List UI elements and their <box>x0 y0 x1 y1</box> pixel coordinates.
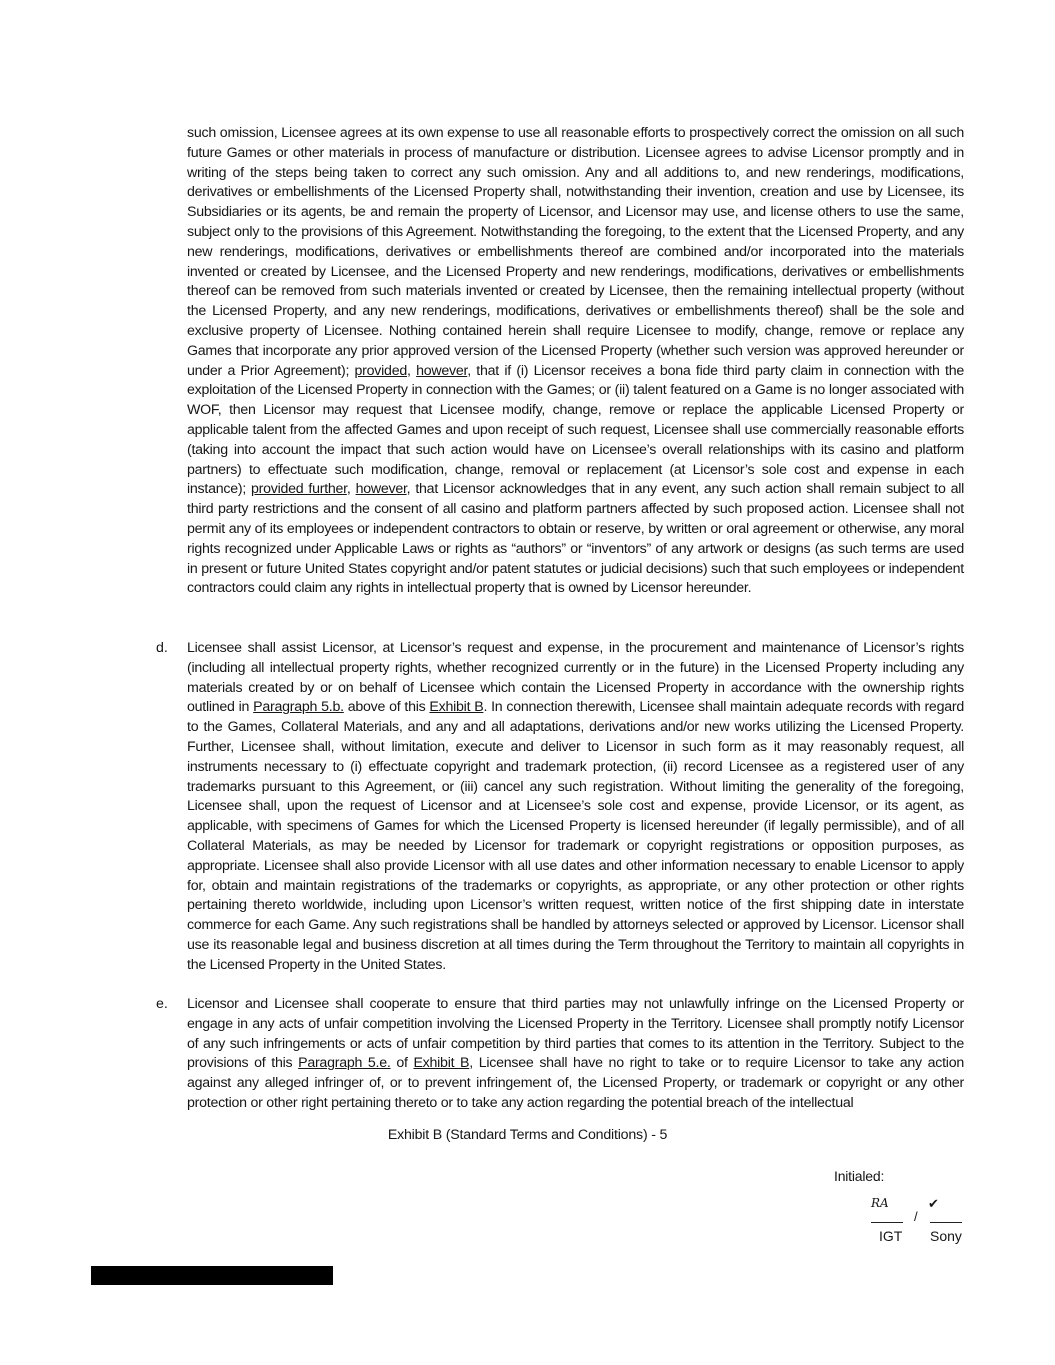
clause-c-continuation <box>187 124 964 599</box>
clause-e <box>187 995 964 1114</box>
exhibit-reference: Exhibit B <box>413 1055 470 1072</box>
initials-separator: / <box>914 1209 918 1224</box>
clause-c-text: , <box>346 481 356 498</box>
clause-c-text: , <box>406 362 417 379</box>
clause-c-underlined-term: however <box>416 362 468 379</box>
clause-e-text: Licensor and Licensee shall cooperate to ensure that third parties may not unlawfully infringe on the Licensed Property or engage in any acts of unfair competition involving the Licensed Property in the Territory. Licensee shall promptly notify Licensor of any such infringements or acts of unfair competition by third parties that comes to its attention in the Territory. Subject to the provisions of this <box>187 996 964 1072</box>
clause-e-marker: e. <box>156 996 168 1012</box>
paragraph-reference: Paragraph 5.e. <box>298 1055 391 1072</box>
clause-c-text: such omission, Licensee agrees at its own expense to use all reasonable efforts to prospectively correct the omission on all such future Games or other materials in process of manufacture or distribution. Licensee agrees to advise Licensor promptly and in writing of the steps being taken to correct any such omission. Any and all additions to, and new renderings, modifications, derivatives or embellishments of the Licensed Property shall, notwithstanding their invention, creation and use by Licensee, its Subsidiaries or its agents, be and remain the property of Licensor, and Licensor may use, and license others to use the same, subject only to the provisions of this Agreement. Notwithstanding the foregoing, to the extent that the Licensed Property, and any new renderings, modifications, derivatives or embellishments thereof are combined and/or incorporated into the materials invented or created by Licensee, and the Licensed Property and new renderings, modifications, derivatives or embellishments thereof can be removed from such materials invented or created by Licensee, then the remaining intellectual property (without the Licensed Property, and any new renderings, modifications, derivatives or embellishments thereof) shall be the sole and exclusive property of Licensee. Nothing contained herein shall require Licensee to modify, change, remove or replace any Games that incorporate any prior approved version of the Licensed Property (whether such version was approved hereunder or under a Prior Agreement); <box>187 125 964 379</box>
igt-initials-signature: RA <box>871 1196 889 1210</box>
igt-signature-line <box>871 1222 903 1223</box>
clause-c-underlined-term: provided further <box>251 481 347 498</box>
redaction-bar <box>91 1266 333 1285</box>
clause-c-underlined-term: provided <box>354 362 407 379</box>
sony-party-label: Sony <box>930 1228 962 1244</box>
clause-d <box>187 639 964 976</box>
page-footer: Exhibit B (Standard Terms and Conditions) - 5 <box>387 1127 668 1143</box>
clause-d-text: Licensee shall assist Licensor, at Licensor’s request and expense, in the procurement and maintenance of Licensor’s rights (including all intellectual property rights, whether recognized currently or in the future) in the Licensed Property including any materials created by or on behalf of Licensee which contain the Licensed Property in accordance with the ownership rights outlined in <box>187 640 964 716</box>
clause-c-underlined-term: however <box>355 481 407 498</box>
clause-e-text: of <box>390 1055 414 1072</box>
sony-initials-checkmark-icon: ✔ <box>928 1196 939 1211</box>
paragraph-reference: Paragraph 5.b. <box>253 699 344 716</box>
igt-party-label: IGT <box>879 1228 903 1244</box>
clause-e-text: , Licensee shall have no right to take or to require Licensor to take any action against any alleged infringer of, or to prevent infringement of, the Licensed Property, or trademark or copyright or any other protection or other right pertaining thereto or to take any action regarding the potential breach of the intellectual <box>187 1055 964 1111</box>
clause-c-text: , that Licensor acknowledges that in any event, any such action shall remain subject to all third party restrictions and the consent of all casino and platform partners affected by such proposed action. Licensee shall not permit any of its employees or independent contractors to obtain or reserve, by written or oral agreement or otherwise, any moral rights recognized under Applicable Laws or rights as “authors” or “inventors” of any artwork or designs (as such terms are used in present or future United States copyright and/or patent statutes or judicial decisions) such that such employees or independent contractors could claim any rights in intellectual property that is owned by Licensor hereunder. <box>187 481 965 597</box>
clause-d-marker: d. <box>156 640 168 656</box>
clause-d-text: . In connection therewith, Licensee shall maintain adequate records with regard to the Games, Collateral Materials, and any and all adaptations, derivations and/or new works utilizing the Licensed Property. Further, Licensee shall, without limitation, execute and deliver to Licensor in such form as it may reasonably request, all instruments necessary to (i) effectuate copyright and trademark protection, (ii) record Licensee as a registered user of any trademarks pursuant to this Agreement, or (iii) cancel any such registration. Without limiting the generality of the foregoing, Licensee shall, upon the request of Licensor and at Licensee’s sole cost and expense, provide Licensor, or its agent, as applicable, with specimens of Games for which the Licensed Property is licensed hereunder (if legally permissible), and of all Collateral Materials, as may be needed by Licensor for trademark or copyright registrations or opposition purposes, as appropriate. Licensee shall also provide Licensor with all use dates and other information necessary to enable Licensor to apply for, obtain and maintain registrations of the trademarks or copyrights, as appropriate, or any other protection or other rights pertaining thereto worldwide, including upon Licensor’s written request, written notice of the first shipping date in interstate commerce for each Game. Any such registrations shall be handled by attorneys selected or approved by Licensor. Licensor shall use its reasonable legal and business discretion at all times during the Term throughout the Territory to maintain all copyrights in the Licensed Property in the United States. <box>187 699 964 973</box>
clause-c-text: , that if (i) Licensor receives a bona fide third party claim in connection with the exploitation of the Licensed Property in connection with the Games; or (ii) talent featured on a Game is no longer associated with WOF, then Licensor may request that Licensee modify, change, remove or replace the applicable Licensed Property or applicable talent from the affected Games and upon receipt of such request, Licensee shall use commercially reasonable efforts (taking into account the impact that such action would have on Licensee’s overall relationships with its casino and platform partners) to effectuate such modification, change, removal or replacement (at Licensor’s sole cost and expense in each instance); <box>187 362 964 498</box>
clause-d-text: above of this <box>343 699 430 716</box>
exhibit-reference: Exhibit B <box>429 699 484 716</box>
initialed-label: Initialed: <box>834 1168 885 1184</box>
sony-signature-line <box>930 1222 962 1223</box>
